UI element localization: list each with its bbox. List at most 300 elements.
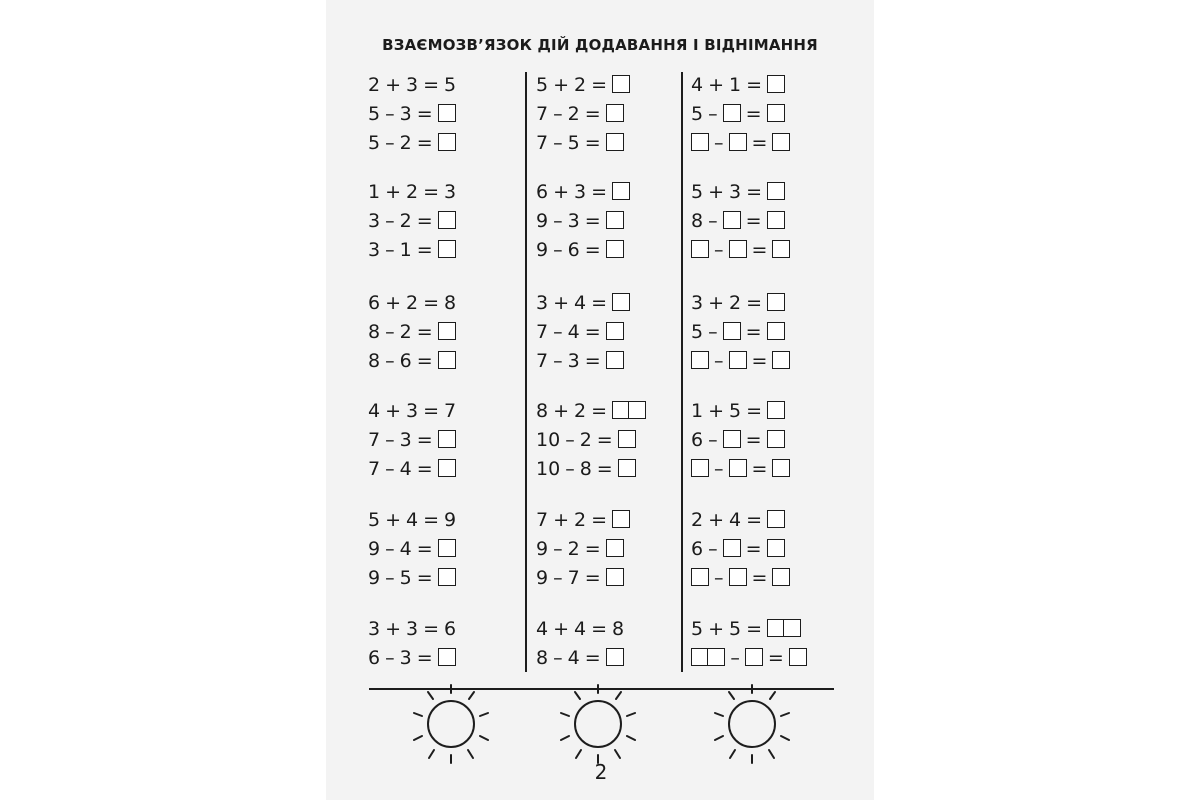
equation-operator: – (565, 457, 575, 480)
equation-operator: = (584, 131, 601, 154)
answer-box-group[interactable] (691, 129, 709, 157)
equation-number: 3 (567, 209, 580, 232)
answer-box-group[interactable] (772, 564, 790, 592)
answer-box[interactable] (789, 648, 807, 666)
answer-box[interactable] (767, 539, 785, 557)
equation-operator: = (416, 102, 433, 125)
equation-operator: = (416, 238, 433, 261)
answer-box[interactable] (767, 104, 785, 122)
answer-box[interactable] (438, 351, 456, 369)
equation-number: 1 (691, 399, 704, 422)
equation-operator: + (708, 180, 725, 203)
sun-icon (707, 680, 797, 770)
answer-box[interactable] (628, 401, 646, 419)
equation-operator: = (584, 646, 601, 669)
equation-number: 6 (567, 238, 580, 261)
answer-box[interactable] (745, 648, 763, 666)
equation (536, 425, 636, 453)
equation-operator: + (553, 508, 570, 531)
answer-box-group[interactable] (691, 236, 709, 264)
answer-box[interactable] (612, 293, 630, 311)
equation (691, 128, 790, 156)
answer-box-group[interactable] (618, 455, 636, 483)
answer-box[interactable] (767, 182, 785, 200)
answer-box-group[interactable] (723, 100, 741, 128)
answer-box-group[interactable] (606, 129, 624, 157)
answer-box[interactable] (438, 568, 456, 586)
equation-number: 3 (399, 102, 412, 125)
answer-box[interactable] (767, 75, 785, 93)
equation (368, 614, 456, 642)
equation-operator: + (553, 617, 570, 640)
equation-number: 4 (406, 508, 419, 531)
equation-number: 10 (536, 457, 561, 480)
equation-operator: – (714, 131, 724, 154)
answer-box[interactable] (767, 510, 785, 528)
answer-box[interactable] (618, 430, 636, 448)
equation-number: 3 (574, 180, 587, 203)
equation (368, 454, 456, 482)
answer-box[interactable] (767, 293, 785, 311)
equation-operator: = (416, 349, 433, 372)
equation (691, 206, 785, 234)
equation-operator: = (751, 131, 768, 154)
equation (368, 70, 456, 98)
equation-operator: – (708, 428, 718, 451)
answer-box-group[interactable] (723, 318, 741, 346)
answer-box-group[interactable] (767, 318, 785, 346)
equation-number: 2 (406, 291, 419, 314)
answer-box[interactable] (606, 322, 624, 340)
answer-box-group[interactable] (767, 207, 785, 235)
answer-box[interactable] (438, 430, 456, 448)
answer-box-group[interactable] (691, 347, 709, 375)
equation-operator: – (385, 320, 395, 343)
equation-operator: = (591, 508, 608, 531)
equation-number: 3 (691, 291, 704, 314)
equation-operator: + (708, 617, 725, 640)
equation (691, 563, 790, 591)
answer-box-group[interactable] (772, 455, 790, 483)
equation-number: 3 (444, 180, 457, 203)
equation-number: 9 (368, 537, 381, 560)
answer-box-group[interactable] (612, 178, 630, 206)
equation (691, 425, 785, 453)
answer-box[interactable] (612, 401, 630, 419)
answer-box[interactable] (691, 240, 709, 258)
answer-box-group[interactable] (723, 535, 741, 563)
equation-operator: + (708, 399, 725, 422)
equation-operator: – (385, 209, 395, 232)
equation (368, 128, 456, 156)
answer-box-group[interactable] (729, 455, 747, 483)
answer-box-group[interactable] (767, 615, 801, 643)
answer-box[interactable] (438, 539, 456, 557)
equation-operator: = (584, 566, 601, 589)
equation-operator: = (746, 617, 763, 640)
equation-number: 8 (368, 320, 381, 343)
answer-box[interactable] (438, 104, 456, 122)
answer-box[interactable] (723, 104, 741, 122)
equation-number: 6 (368, 646, 381, 669)
equation-operator: = (745, 320, 762, 343)
answer-box-group[interactable] (606, 318, 624, 346)
answer-box[interactable] (691, 568, 709, 586)
equation-number: 4 (574, 291, 587, 314)
answer-box[interactable] (783, 619, 801, 637)
answer-box[interactable] (723, 430, 741, 448)
answer-box[interactable] (606, 104, 624, 122)
answer-box[interactable] (723, 539, 741, 557)
column-divider-left (525, 72, 527, 672)
equation-operator: + (385, 180, 402, 203)
answer-box-group[interactable] (438, 347, 456, 375)
answer-box-group[interactable] (606, 207, 624, 235)
equation-operator: – (714, 349, 724, 372)
equation-operator: = (423, 180, 440, 203)
equation-number: 5 (691, 180, 704, 203)
answer-box-group[interactable] (767, 71, 785, 99)
equation (536, 614, 624, 642)
equation-operator: = (751, 238, 768, 261)
equation (691, 177, 785, 205)
equation (691, 288, 785, 316)
equation (536, 534, 624, 562)
equation-number: 5 (691, 320, 704, 343)
answer-box[interactable] (438, 322, 456, 340)
answer-box-group[interactable] (789, 644, 807, 672)
equation-number: 3 (399, 646, 412, 669)
equation-operator: = (423, 617, 440, 640)
equation (536, 454, 636, 482)
answer-box-group[interactable] (691, 644, 725, 672)
equation-number: 7 (536, 320, 549, 343)
equation-number: 1 (729, 73, 742, 96)
answer-box[interactable] (438, 133, 456, 151)
equation-operator: – (385, 646, 395, 669)
equation (368, 235, 456, 263)
answer-box-group[interactable] (767, 535, 785, 563)
answer-box[interactable] (729, 568, 747, 586)
answer-box[interactable] (723, 322, 741, 340)
answer-box-group[interactable] (612, 397, 646, 425)
equation (368, 177, 456, 205)
answer-box-group[interactable] (745, 644, 763, 672)
answer-box-group[interactable] (729, 129, 747, 157)
answer-box[interactable] (767, 322, 785, 340)
answer-box[interactable] (691, 351, 709, 369)
answer-box[interactable] (612, 182, 630, 200)
answer-box[interactable] (729, 459, 747, 477)
equation-operator: – (385, 457, 395, 480)
equation-operator: – (714, 566, 724, 589)
equation (536, 505, 630, 533)
equation-number: 8 (691, 209, 704, 232)
equation-number: 9 (444, 508, 457, 531)
equation-number: 3 (536, 291, 549, 314)
answer-box[interactable] (606, 648, 624, 666)
equation (368, 206, 456, 234)
answer-box-group[interactable] (767, 100, 785, 128)
equation (536, 128, 624, 156)
equation-number: 5 (536, 73, 549, 96)
answer-box-group[interactable] (606, 564, 624, 592)
answer-box[interactable] (606, 211, 624, 229)
answer-box-group[interactable] (606, 347, 624, 375)
answer-box[interactable] (772, 459, 790, 477)
equation-operator: = (584, 320, 601, 343)
equation-operator: – (553, 238, 563, 261)
answer-box-group[interactable] (729, 564, 747, 592)
equation (536, 177, 630, 205)
equation-number: 7 (536, 508, 549, 531)
equation (691, 396, 785, 424)
answer-box-group[interactable] (772, 347, 790, 375)
equation-operator: + (553, 73, 570, 96)
answer-box[interactable] (691, 648, 709, 666)
equation-number: 2 (567, 537, 580, 560)
answer-box[interactable] (772, 240, 790, 258)
equation-number: 4 (729, 508, 742, 531)
page-number: 2 (594, 760, 608, 784)
equation-operator: – (553, 537, 563, 560)
equation-number: 2 (691, 508, 704, 531)
answer-box-group[interactable] (606, 100, 624, 128)
answer-box-group[interactable] (772, 236, 790, 264)
equation (691, 454, 790, 482)
answer-box[interactable] (729, 133, 747, 151)
answer-box[interactable] (438, 240, 456, 258)
equation-number: 1 (368, 180, 381, 203)
equation-number: 4 (399, 457, 412, 480)
equation-number: 3 (406, 617, 419, 640)
equation-operator: = (416, 566, 433, 589)
answer-box-group[interactable] (767, 289, 785, 317)
sun-icon (406, 680, 496, 770)
answer-box[interactable] (606, 133, 624, 151)
answer-box-group[interactable] (691, 564, 709, 592)
equation-operator: – (385, 566, 395, 589)
equation-operator: = (591, 73, 608, 96)
answer-box[interactable] (438, 211, 456, 229)
equation-operator: = (746, 399, 763, 422)
equation (691, 346, 790, 374)
equation-operator: = (416, 209, 433, 232)
equation-number: 4 (399, 537, 412, 560)
answer-box-group[interactable] (438, 564, 456, 592)
answer-box[interactable] (438, 459, 456, 477)
answer-box[interactable] (612, 75, 630, 93)
equation-operator: = (423, 73, 440, 96)
equation (368, 643, 456, 671)
equation (536, 346, 624, 374)
answer-box-group[interactable] (691, 455, 709, 483)
equation-number: 3 (368, 238, 381, 261)
answer-box[interactable] (691, 459, 709, 477)
equation (691, 99, 785, 127)
answer-box-group[interactable] (438, 100, 456, 128)
answer-box[interactable] (772, 351, 790, 369)
equation-operator: – (553, 646, 563, 669)
answer-box[interactable] (438, 648, 456, 666)
equation-operator: – (553, 102, 563, 125)
equation-operator: = (416, 131, 433, 154)
answer-box-group[interactable] (438, 318, 456, 346)
equation-number: 2 (399, 131, 412, 154)
equation (368, 346, 456, 374)
equation-number: 3 (368, 617, 381, 640)
equation-operator: = (751, 349, 768, 372)
answer-box-group[interactable] (438, 455, 456, 483)
equation (691, 317, 785, 345)
equation-operator: = (591, 399, 608, 422)
equation-number: 9 (536, 566, 549, 589)
answer-box-group[interactable] (723, 207, 741, 235)
equation-operator: – (553, 349, 563, 372)
answer-box-group[interactable] (438, 236, 456, 264)
equation (536, 288, 630, 316)
equation-operator: = (746, 508, 763, 531)
answer-box[interactable] (767, 211, 785, 229)
answer-box[interactable] (691, 133, 709, 151)
answer-box[interactable] (767, 401, 785, 419)
equation (691, 643, 807, 671)
equation-operator: = (745, 537, 762, 560)
equation (368, 99, 456, 127)
answer-box[interactable] (606, 568, 624, 586)
equation (691, 534, 785, 562)
equation-operator: = (767, 646, 784, 669)
answer-box[interactable] (729, 351, 747, 369)
equation (536, 317, 624, 345)
answer-box[interactable] (767, 619, 785, 637)
equation-operator: = (584, 537, 601, 560)
equation-number: 2 (729, 291, 742, 314)
equation-operator: = (596, 428, 613, 451)
equation-operator: + (708, 291, 725, 314)
equation-number: 8 (612, 617, 625, 640)
equation-number: 2 (368, 73, 381, 96)
answer-box[interactable] (606, 351, 624, 369)
answer-box-group[interactable] (438, 426, 456, 454)
answer-box-group[interactable] (606, 535, 624, 563)
answer-box[interactable] (767, 430, 785, 448)
equation-operator: – (553, 209, 563, 232)
equation-number: 4 (691, 73, 704, 96)
equation-number: 4 (567, 646, 580, 669)
equation-operator: = (591, 180, 608, 203)
equation-operator: – (553, 131, 563, 154)
equation-operator: = (591, 617, 608, 640)
answer-box-group[interactable] (438, 129, 456, 157)
equation-operator: + (385, 617, 402, 640)
equation-operator: + (553, 180, 570, 203)
equation-operator: = (584, 102, 601, 125)
equation-number: 7 (536, 349, 549, 372)
equation-operator: = (745, 102, 762, 125)
sun-icon (553, 680, 643, 770)
equation-number: 5 (368, 508, 381, 531)
answer-box-group[interactable] (438, 207, 456, 235)
equation (368, 396, 456, 424)
equation-number: 4 (368, 399, 381, 422)
answer-box[interactable] (707, 648, 725, 666)
equation-operator: = (416, 428, 433, 451)
equation-number: 10 (536, 428, 561, 451)
answer-box-group[interactable] (729, 347, 747, 375)
answer-box[interactable] (618, 459, 636, 477)
equation-operator: + (385, 73, 402, 96)
answer-box-group[interactable] (438, 535, 456, 563)
equation-number: 7 (444, 399, 457, 422)
equation-operator: + (553, 399, 570, 422)
answer-box[interactable] (772, 568, 790, 586)
equation-operator: + (708, 508, 725, 531)
answer-box[interactable] (606, 240, 624, 258)
answer-box-group[interactable] (723, 426, 741, 454)
answer-box-group[interactable] (767, 178, 785, 206)
answer-box-group[interactable] (612, 71, 630, 99)
answer-box[interactable] (606, 539, 624, 557)
answer-box-group[interactable] (618, 426, 636, 454)
equation-number: 2 (579, 428, 592, 451)
answer-box-group[interactable] (767, 397, 785, 425)
answer-box[interactable] (723, 211, 741, 229)
equation-number: 5 (729, 399, 742, 422)
answer-box-group[interactable] (767, 506, 785, 534)
equation-operator: = (596, 457, 613, 480)
answer-box-group[interactable] (606, 236, 624, 264)
equation-number: 9 (536, 238, 549, 261)
equation-operator: = (416, 537, 433, 560)
answer-box-group[interactable] (438, 644, 456, 672)
equation-number: 3 (406, 73, 419, 96)
equation-operator: – (714, 238, 724, 261)
equation-operator: + (385, 399, 402, 422)
equation (691, 505, 785, 533)
answer-box-group[interactable] (767, 426, 785, 454)
equation-operator: = (745, 209, 762, 232)
answer-box[interactable] (772, 133, 790, 151)
equation-operator: + (385, 508, 402, 531)
equation-operator: = (746, 73, 763, 96)
equation-number: 2 (574, 508, 587, 531)
equation-number: 7 (536, 102, 549, 125)
equation-operator: = (591, 291, 608, 314)
equation-number: 5 (729, 617, 742, 640)
answer-box-group[interactable] (606, 644, 624, 672)
equation-number: 5 (567, 131, 580, 154)
answer-box[interactable] (729, 240, 747, 258)
equation-number: 3 (729, 180, 742, 203)
equation-number: 9 (368, 566, 381, 589)
answer-box-group[interactable] (729, 236, 747, 264)
answer-box[interactable] (612, 510, 630, 528)
equation-number: 3 (567, 349, 580, 372)
equation-number: 2 (399, 320, 412, 343)
equation-number: 8 (536, 646, 549, 669)
equation-operator: – (385, 349, 395, 372)
equation (368, 534, 456, 562)
equation-number: 7 (368, 457, 381, 480)
answer-box-group[interactable] (772, 129, 790, 157)
answer-box-group[interactable] (612, 289, 630, 317)
equation-number: 4 (536, 617, 549, 640)
equation-operator: = (745, 428, 762, 451)
equation-number: 5 (691, 617, 704, 640)
answer-box-group[interactable] (612, 506, 630, 534)
equation-operator: + (553, 291, 570, 314)
